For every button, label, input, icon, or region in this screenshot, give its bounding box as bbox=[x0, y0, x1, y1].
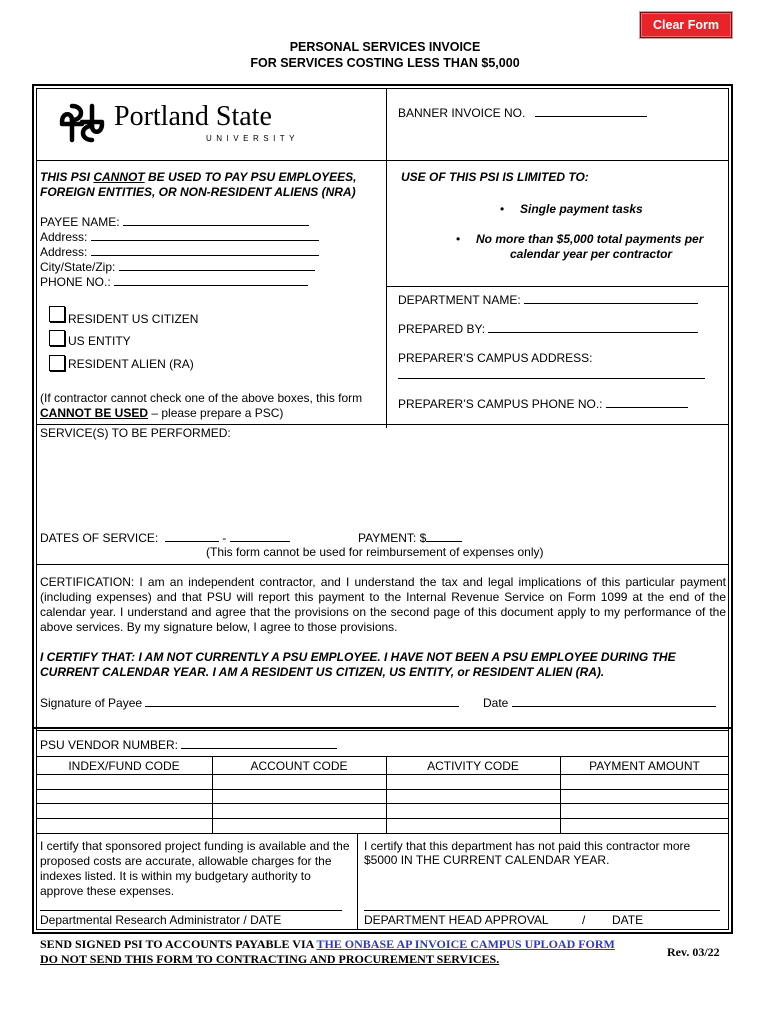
table-bottom-border bbox=[36, 833, 729, 834]
payment-amount-cells[interactable] bbox=[561, 775, 728, 832]
logo-subtitle: UNIVERSITY bbox=[206, 134, 300, 143]
col-activity-code: ACTIVITY CODE bbox=[427, 759, 519, 773]
dept-head-signature-line[interactable] bbox=[364, 910, 720, 911]
signature-row: Signature of Payee bbox=[40, 695, 459, 710]
dept-certification-line-1: I certify that this department has not paid this contractor more bbox=[364, 839, 691, 853]
dra-signature-line[interactable] bbox=[40, 910, 342, 911]
signature-input[interactable] bbox=[145, 695, 459, 707]
approval-divider bbox=[357, 833, 358, 930]
payee-phone-input[interactable] bbox=[114, 274, 308, 286]
payment-input[interactable] bbox=[426, 530, 462, 542]
restriction-line-1: THIS PSI CANNOT BE USED TO PAY PSU EMPLOYEES, bbox=[40, 170, 357, 184]
form-title: PERSONAL SERVICES INVOICE bbox=[289, 40, 481, 54]
col-payment-amount: PAYMENT AMOUNT bbox=[589, 759, 700, 773]
payee-city-input[interactable] bbox=[119, 259, 315, 271]
col-account-code: ACCOUNT CODE bbox=[250, 759, 348, 773]
payee-phone-row: PHONE NO.: bbox=[40, 274, 308, 289]
us-entity-label: US ENTITY bbox=[68, 334, 131, 348]
resident-us-citizen-checkbox[interactable] bbox=[49, 306, 65, 322]
dept-head-slash: / bbox=[582, 913, 586, 927]
use-limited-heading: USE OF THIS PSI IS LIMITED TO: bbox=[401, 170, 589, 184]
onbase-upload-link[interactable]: THE ONBASE AP INVOICE CAMPUS UPLOAD FORM bbox=[316, 937, 615, 951]
contractor-note-line-1: (If contractor cannot check one of the above boxes, this form bbox=[40, 391, 363, 405]
reimbursement-note: (This form cannot be used for reimbursement of expenses only) bbox=[206, 545, 544, 559]
revision-label: Rev. 03/22 bbox=[667, 945, 720, 959]
footer-line-1: SEND SIGNED PSI TO ACCOUNTS PAYABLE VIA THE ONBASE AP INVOICE CAMPUS UPLOAD FORM bbox=[40, 937, 615, 951]
sponsored-funding-certification: I certify that sponsored project funding is available and the proposed costs are accurate, allowable charges for the indexes listed. It is within my budgetary authority to approve these expenses. bbox=[40, 839, 350, 898]
services-label: SERVICE(S) TO BE PERFORMED: bbox=[40, 426, 231, 440]
contractor-note-line-2: CANNOT BE USED – please prepare a PSC) bbox=[40, 406, 284, 420]
department-name-input[interactable] bbox=[524, 292, 698, 304]
dra-signature-label: Departmental Research Administrator / DATE bbox=[40, 913, 282, 927]
preparer-address-input[interactable] bbox=[398, 367, 705, 379]
certification-text: CERTIFICATION: I am an independent contractor, and I understand the tax and legal implications of this particular payment (including expenses) and that PSU will report this payment to the Internal Revenue Service on Form 1099 at the end of the calendar year. I understand and agree that the provisions on the second page of this document apply to my performance of the above services. By my signature below, I agree to those provisions. bbox=[40, 575, 726, 634]
psu-logo bbox=[56, 100, 306, 146]
vendor-section-divider bbox=[34, 727, 731, 729]
logo-name: Portland State bbox=[114, 101, 272, 132]
logo-row-divider bbox=[36, 160, 729, 161]
preparer-phone-row: PREPARER’S CAMPUS PHONE NO.: bbox=[398, 396, 688, 411]
activity-code-cells[interactable] bbox=[387, 775, 559, 832]
restriction-line-2: FOREIGN ENTITIES, OR NON-RESIDENT ALIENS (NRA) bbox=[40, 185, 356, 199]
column-divider bbox=[386, 88, 387, 428]
vendor-number-row: PSU VENDOR NUMBER: bbox=[40, 737, 337, 752]
dept-head-date-label: DATE bbox=[612, 913, 644, 927]
signature-date-input[interactable] bbox=[512, 695, 716, 707]
service-end-date-input[interactable] bbox=[230, 530, 290, 542]
banner-invoice-label: BANNER INVOICE NO. bbox=[398, 105, 647, 120]
payment-row: PAYMENT: $ bbox=[358, 530, 462, 545]
vendor-section-divider-inner bbox=[36, 730, 729, 731]
payee-address1-row: Address: bbox=[40, 229, 319, 244]
limit-single-payment: • Single payment tasks bbox=[520, 202, 643, 216]
vendor-number-input[interactable] bbox=[181, 737, 337, 749]
payee-name-row: PAYEE NAME: bbox=[40, 214, 309, 229]
department-divider bbox=[386, 286, 729, 287]
certify-line-2: CURRENT CALENDAR YEAR. I AM A RESIDENT US CITIZEN, US ENTITY, or RESIDENT ALIEN (RA). bbox=[40, 665, 605, 679]
payee-city-row: City/State/Zip: bbox=[40, 259, 315, 274]
table-top-border bbox=[36, 756, 729, 757]
limit-total-payments: • No more than $5,000 total payments per bbox=[476, 232, 703, 246]
services-divider bbox=[36, 424, 729, 425]
resident-alien-label: RESIDENT ALIEN (RA) bbox=[68, 357, 194, 371]
certification-divider bbox=[36, 564, 729, 565]
payee-name-input[interactable] bbox=[123, 214, 309, 226]
payee-address2-row: Address: bbox=[40, 244, 319, 259]
prepared-by-row: PREPARED BY: bbox=[398, 321, 698, 336]
banner-invoice-input[interactable] bbox=[535, 105, 647, 117]
resident-alien-checkbox[interactable] bbox=[49, 355, 65, 371]
department-name-row: DEPARTMENT NAME: bbox=[398, 292, 698, 307]
footer-line-2: DO NOT SEND THIS FORM TO CONTRACTING AND PROCUREMENT SERVICES. bbox=[40, 952, 500, 966]
certify-line-1: I CERTIFY THAT: I AM NOT CURRENTLY A PSU EMPLOYEE. I HAVE NOT BEEN A PSU EMPLOYEE DURING THE bbox=[40, 650, 676, 664]
payee-address2-input[interactable] bbox=[91, 244, 319, 256]
form-subtitle: FOR SERVICES COSTING LESS THAN $5,000 bbox=[250, 56, 520, 70]
limit-total-payments-line-2: calendar year per contractor bbox=[510, 247, 673, 261]
dept-certification-line-2: $5000 IN THE CURRENT CALENDAR YEAR. bbox=[364, 853, 610, 867]
index-fund-cells[interactable] bbox=[37, 775, 211, 832]
service-start-date-input[interactable] bbox=[165, 530, 219, 542]
dates-of-service-row: DATES OF SERVICE: - bbox=[40, 530, 290, 545]
psu-logo-mark-icon bbox=[56, 100, 108, 146]
account-code-cells[interactable] bbox=[213, 775, 385, 832]
resident-us-citizen-label: RESIDENT US CITIZEN bbox=[68, 312, 199, 326]
signature-date-row: Date bbox=[483, 695, 716, 710]
dept-head-label: DEPARTMENT HEAD APPROVAL bbox=[364, 913, 549, 927]
col-index-fund-code: INDEX/FUND CODE bbox=[68, 759, 180, 773]
preparer-phone-input[interactable] bbox=[606, 396, 688, 408]
payee-address1-input[interactable] bbox=[91, 229, 319, 241]
services-input[interactable] bbox=[40, 442, 725, 524]
us-entity-checkbox[interactable] bbox=[49, 330, 65, 346]
preparer-address-label: PREPARER’S CAMPUS ADDRESS: bbox=[398, 351, 593, 365]
clear-form-button[interactable]: Clear Form bbox=[640, 12, 732, 38]
prepared-by-input[interactable] bbox=[488, 321, 698, 333]
